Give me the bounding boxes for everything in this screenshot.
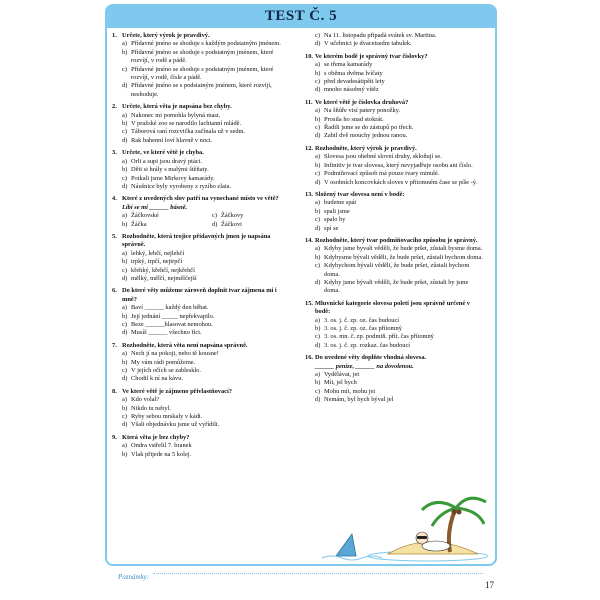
question xyxy=(305,300,485,350)
question xyxy=(305,354,485,404)
option-letter: d) xyxy=(315,224,321,232)
page-number: 17 xyxy=(485,580,494,590)
notes-label: Poznámky: xyxy=(118,573,150,581)
option-text: 3. os. j. č. zp. oz. čas budoucí xyxy=(324,316,400,324)
answer-option xyxy=(112,166,292,174)
answer-option xyxy=(112,275,292,283)
option-letter: d) xyxy=(315,396,321,404)
option-text: Žáčkovy xyxy=(221,212,244,220)
question-text: Které z uvedených slov patří na vynechané místo ve větě? xyxy=(122,195,279,203)
option-letter: d) xyxy=(122,274,128,282)
option-text: lehký, lehčí, nejlehčí xyxy=(131,249,185,257)
answer-option xyxy=(305,40,485,48)
question-heading xyxy=(112,434,292,442)
option-text: Žáčkovi xyxy=(221,220,242,228)
answer-option xyxy=(112,350,292,358)
question xyxy=(305,145,485,187)
option-letter: d) xyxy=(315,278,321,286)
option-text: spali jsme xyxy=(324,207,350,215)
option-letter: b) xyxy=(122,258,128,266)
question-number: 1. xyxy=(112,32,117,39)
option-text: Všali objednávku jsme už vyřídili. xyxy=(131,421,220,429)
answer-option xyxy=(112,313,292,321)
page-title: TEST Č. 5 xyxy=(264,8,338,24)
option-letter: a) xyxy=(315,153,320,161)
answer-option xyxy=(305,32,485,40)
option-letter: b) xyxy=(315,379,321,387)
option-letter: a) xyxy=(315,371,320,379)
question-text: Určete, která věta je napsána bez chyby. xyxy=(122,103,232,111)
option-letter: d) xyxy=(315,132,321,140)
answer-option xyxy=(112,451,292,459)
option-text: Přídavné jméno se s podstatným jménem, které rozvíjí, neshoduje. xyxy=(131,82,272,98)
option-letter: b) xyxy=(122,450,128,458)
option-text: s oběma dvěma lvíčaty xyxy=(324,69,383,77)
answer-option xyxy=(305,388,485,396)
answer-option xyxy=(305,342,485,350)
option-text: V osobních koncovkách sloves v přítomném čase se píše -ý. xyxy=(324,178,478,186)
option-letter: c) xyxy=(315,170,320,178)
answer-option xyxy=(112,66,292,83)
question-text: Složený tvar slovesa není v bodě: xyxy=(315,190,405,198)
question-number: 15. xyxy=(305,299,313,307)
question-heading xyxy=(305,145,485,153)
option-text: Infinitiv je tvar slovesa, který nevyjadřuje osobu ani číslo. xyxy=(324,161,473,169)
option-text: Ryby sebou mrskaly v kádi. xyxy=(131,413,203,421)
option-letter: b) xyxy=(122,220,128,228)
test-title-band xyxy=(105,4,497,28)
question-text: Určete, který výrok je pravdivý. xyxy=(122,32,210,39)
right-column xyxy=(305,32,485,409)
question-text: Do uvedené věty doplňte vhodná slovesa. xyxy=(315,354,427,362)
option-text: mělký, mělčí, nejmělčejší xyxy=(131,274,197,282)
option-text: 3. os. j. č. zp. oz. čas přítomný xyxy=(324,325,402,332)
option-text: budeme spát xyxy=(324,199,357,207)
question-number: 7. xyxy=(112,341,117,349)
option-text: Orli a supi jsou dravý ptáci. xyxy=(131,157,202,165)
option-text: 3. os. mn. č. zp. podmiň. přít. čas přítomný xyxy=(324,333,434,341)
question xyxy=(112,103,292,145)
question-heading xyxy=(112,233,292,250)
answer-option xyxy=(112,267,292,275)
option-letter: b) xyxy=(122,48,128,56)
answer-option xyxy=(305,107,485,115)
option-text: křehký, křehčí, nejkřehčí xyxy=(131,266,195,274)
answer-option xyxy=(112,120,292,128)
question-text: Ve které větě je číslovka druhová? xyxy=(315,98,409,106)
option-letter: b) xyxy=(315,207,321,215)
option-text: spí se xyxy=(324,224,339,232)
question-number: 3. xyxy=(112,149,117,157)
answer-option xyxy=(112,405,292,413)
option-letter: c) xyxy=(122,128,127,136)
option-text: Kdyby jsme byvali věděli, že bude pršet, zůstali bysme doma. xyxy=(324,245,483,253)
option-letter: c) xyxy=(315,333,320,341)
option-text: trpký, trpčí, nejtrpčí xyxy=(131,258,183,266)
option-text: Přídavné jméno se shoduje s podstatným jménem, které rozvíjí, v rodě a pádě. xyxy=(131,48,274,65)
option-text: V učebnici je dvacetsedm tabulek. xyxy=(324,40,412,48)
question-text: Ve kterém bodě je správný tvar číslovky? xyxy=(315,52,428,60)
fill-in-sentence: Líbí se mi ______ básně. xyxy=(122,203,188,211)
option-letter: a) xyxy=(122,249,127,257)
answer-option xyxy=(305,396,485,404)
option-text: Přídavné jméno se shoduje s podstatným jménem, které rozvíjí, v rodě, čísle a pádě. xyxy=(131,65,274,82)
option-text: Nikdo tu nebyl. xyxy=(131,404,171,412)
option-text: Chodil k ní na kávu. xyxy=(131,375,184,383)
option-text: Nakonec mi pomohla bylyná mast. xyxy=(131,111,221,119)
option-text: Zabil dvě mouchy jednou ranou. xyxy=(324,132,408,140)
answer-option xyxy=(112,329,292,337)
option-text: V jejích očích se zablesklo. xyxy=(131,367,201,375)
option-text: Kdybychom bývali věděli, že bude pršet, zůstali bychom doma. xyxy=(324,262,470,278)
option-text: Žáčka xyxy=(131,220,147,228)
option-text: Beze ______hlasovat nemohou. xyxy=(131,321,213,328)
option-text: Ondra vstřelil 7. branek xyxy=(131,442,192,450)
answer-option xyxy=(305,371,485,379)
question-heading xyxy=(112,287,292,304)
option-text: Táborová raní rozcvička začínala už v sedm. xyxy=(131,128,246,136)
option-text: Kdyby jsme bývali věděli, že bude pršet, zůstali by jsme doma. xyxy=(324,278,469,295)
option-letter: d) xyxy=(122,375,128,383)
option-letter: d) xyxy=(315,86,321,94)
answer-option xyxy=(112,421,292,429)
option-letter: c) xyxy=(315,216,320,224)
option-letter: d) xyxy=(122,329,128,337)
option-letter: b) xyxy=(315,69,321,77)
option-text: Kdybysme bývali věděli, že bude pršet, zůstali bychom doma. xyxy=(324,253,483,261)
option-text: mnoho násobný vítěz xyxy=(324,86,379,94)
question xyxy=(305,53,485,95)
option-letter: d) xyxy=(122,421,128,429)
answer-option xyxy=(305,61,485,69)
option-letter: b) xyxy=(122,166,128,174)
question-number: 6. xyxy=(112,287,117,295)
option-letter: c) xyxy=(315,32,320,39)
answer-option xyxy=(112,359,292,367)
answer-option xyxy=(305,86,485,94)
answer-option xyxy=(305,153,485,161)
answer-option xyxy=(305,162,485,170)
option-text: Mohu mít, mohu jet xyxy=(324,387,376,395)
question-heading xyxy=(305,53,485,61)
option-text: Nemám, byl bych býval jel xyxy=(324,396,394,404)
option-letter: b) xyxy=(315,161,321,169)
question-heading xyxy=(112,103,292,111)
option-letter: b) xyxy=(122,404,128,412)
answer-option xyxy=(305,379,485,387)
option-letter: c) xyxy=(315,387,320,395)
question xyxy=(112,388,292,430)
answer-option xyxy=(305,333,485,341)
option-text: Slovesa jsou ohebné slovní druhy, skloňují se. xyxy=(324,153,442,161)
answer-option xyxy=(305,262,485,279)
option-text: spalo by xyxy=(324,216,346,224)
option-text: Podmiňovací způsob má pouze tvary minulé. xyxy=(324,170,440,178)
option-letter: d) xyxy=(315,341,321,349)
question-number: 2. xyxy=(112,103,117,111)
coconut xyxy=(457,510,462,515)
question-number: 5. xyxy=(112,232,117,240)
answer-option xyxy=(305,116,485,124)
option-letter: c) xyxy=(212,212,217,220)
question-text: Do které věty můžeme zároveň doplnit tvar zájmena mi i mně? xyxy=(122,287,277,303)
question-text: Ve které větě je zájmeno přivlastňovací? xyxy=(122,387,232,395)
question-number: 10. xyxy=(305,52,313,60)
option-letter: b) xyxy=(122,312,128,320)
option-letter: c) xyxy=(122,65,127,73)
option-text: Její jednání _____ nepřekvapilo. xyxy=(131,312,215,320)
option-text: Na šňůře visí patery ponožky. xyxy=(324,107,401,115)
answer-option xyxy=(305,208,485,216)
option-text: Přídavné jméno se shoduje s každým podstatným jménem. xyxy=(131,40,281,48)
question-heading xyxy=(112,195,292,203)
answer-option xyxy=(112,413,292,421)
question-text: Která věta je bez chyby? xyxy=(122,433,190,441)
island-illustration xyxy=(318,490,490,564)
question-text: Rozhodněte, který tvar podmiňovacího způsobu je správný. xyxy=(315,236,478,244)
answer-option xyxy=(112,396,292,404)
option-text: Nech jí na pokoji, nebo tě kousne! xyxy=(131,350,219,358)
question-heading xyxy=(305,99,485,107)
option-text: V pražské zoo se narodilo lachtanní mládě. xyxy=(131,120,242,128)
answer-option xyxy=(112,304,292,312)
option-text: 3. os. j. č. zp. rozkaz. čas budoucí xyxy=(324,341,411,349)
option-letter: c) xyxy=(315,262,320,270)
answer-option xyxy=(112,128,292,136)
option-letter: a) xyxy=(122,304,127,312)
option-letter: d) xyxy=(122,82,128,90)
option-letter: a) xyxy=(122,350,127,358)
question-text: Rozhodněte, který výrok je pravdivý. xyxy=(315,144,417,152)
answer-option xyxy=(305,245,485,253)
answer-option xyxy=(112,40,292,48)
answer-option xyxy=(112,250,292,258)
question xyxy=(112,32,292,99)
answer-option xyxy=(305,225,485,233)
question-text: Určete, ve které větě je chyba. xyxy=(122,149,204,157)
answer-option xyxy=(305,78,485,86)
option-text: Vydělávat, jet xyxy=(324,371,360,379)
question xyxy=(112,233,292,283)
palm-leaf xyxy=(456,498,486,508)
question-heading xyxy=(305,300,485,317)
answer-option xyxy=(112,221,202,229)
notes-line xyxy=(153,573,483,574)
question-heading xyxy=(112,32,292,40)
question-heading xyxy=(305,354,485,362)
question-number: 9. xyxy=(112,433,117,441)
question-number: 4. xyxy=(112,195,117,203)
option-text: Na 11. listopadu připadá svátek sv. Martina. xyxy=(324,32,437,39)
answer-option xyxy=(202,212,292,220)
option-letter: d) xyxy=(122,182,128,190)
answer-option xyxy=(112,212,202,220)
question-number: 16. xyxy=(305,354,313,362)
option-letter: b) xyxy=(315,253,321,261)
answer-option xyxy=(305,279,485,296)
option-text: Musíš ______ všechno říct. xyxy=(131,329,202,337)
option-text: Potkali jsme Mirkovy kamarády. xyxy=(131,174,215,182)
option-letter: a) xyxy=(315,107,320,115)
option-text: Děti si hrály s malými štěňaty. xyxy=(131,166,209,174)
coconut xyxy=(452,510,457,515)
question-heading xyxy=(112,388,292,396)
option-letter: d) xyxy=(315,40,321,48)
option-text: Rak bahenní loví hlavně v noci. xyxy=(131,136,213,144)
question xyxy=(305,191,485,233)
answer-option xyxy=(305,124,485,132)
option-text: se třema kamarády xyxy=(324,61,373,69)
question-heading xyxy=(305,191,485,199)
option-letter: a) xyxy=(122,212,127,220)
question-number: 14. xyxy=(305,236,313,244)
question-number: 12. xyxy=(305,144,313,152)
question xyxy=(112,434,292,459)
answer-option xyxy=(305,199,485,207)
option-text: Vlak přijede na 5 kolej. xyxy=(131,450,192,458)
answer-option xyxy=(305,179,485,187)
option-text: Žáčkovské xyxy=(131,212,159,220)
answer-option xyxy=(202,221,292,229)
answer-option xyxy=(112,375,292,383)
option-text: My vám rádi pomůžeme. xyxy=(131,358,196,366)
option-text: před devadesátipěti lety xyxy=(324,78,385,86)
option-text: Prosila ho snad stokrát. xyxy=(324,115,384,123)
option-text: Náušnice byly vyrobeny z ryzího zlata. xyxy=(131,182,232,190)
person-body xyxy=(422,541,450,551)
option-letter: c) xyxy=(122,321,127,328)
answer-option xyxy=(112,442,292,450)
answer-option xyxy=(112,175,292,183)
answer-option xyxy=(112,49,292,66)
answer-option xyxy=(305,170,485,178)
answer-option xyxy=(112,367,292,375)
answer-option xyxy=(112,158,292,166)
answer-option xyxy=(305,317,485,325)
question xyxy=(305,32,485,49)
fill-in-sentence: ______ peníze, ______ na dovolenou. xyxy=(315,362,414,370)
option-text: Baví ______ každý den běhat. xyxy=(131,304,209,312)
option-letter: d) xyxy=(315,178,321,186)
option-letter: b) xyxy=(315,325,321,332)
answer-option xyxy=(305,216,485,224)
option-text: Řadili jsme se do zástupů po třech. xyxy=(324,124,414,132)
left-column xyxy=(112,32,292,463)
option-text: Kdo volal? xyxy=(131,396,160,404)
option-letter: a) xyxy=(315,245,320,253)
notes-section xyxy=(118,566,483,580)
answer-option xyxy=(305,254,485,262)
option-letter: c) xyxy=(122,367,127,375)
shark-fin xyxy=(336,534,356,556)
question xyxy=(112,287,292,337)
option-letter: a) xyxy=(122,442,127,450)
answer-option xyxy=(112,112,292,120)
question xyxy=(305,99,485,141)
option-letter: a) xyxy=(122,40,127,48)
answer-option xyxy=(112,321,292,329)
question-heading xyxy=(112,342,292,350)
question-number: 11. xyxy=(305,98,313,106)
option-letter: c) xyxy=(315,124,320,132)
option-letter: d) xyxy=(122,136,128,144)
answer-grid xyxy=(112,212,292,229)
person-sunglasses xyxy=(417,536,427,539)
option-letter: a) xyxy=(315,61,320,69)
answer-option xyxy=(112,137,292,145)
answer-option xyxy=(305,132,485,140)
question-heading xyxy=(112,149,292,157)
option-letter: a) xyxy=(122,396,127,404)
answer-option xyxy=(112,183,292,191)
option-letter: b) xyxy=(122,120,128,128)
question-number: 13. xyxy=(305,190,313,198)
question-heading xyxy=(305,237,485,245)
option-letter: c) xyxy=(315,78,320,86)
answer-option xyxy=(305,325,485,333)
question xyxy=(112,149,292,191)
answer-option xyxy=(112,82,292,99)
question-text: Mluvnické kategorie slovesa poletí jsou správně určené v bodě: xyxy=(315,299,470,316)
option-letter: a) xyxy=(315,316,320,324)
question xyxy=(305,237,485,296)
question-number: 8. xyxy=(112,387,117,395)
question-text: Rozhodněte, která trojice přídavných jmen je napsána správně. xyxy=(122,232,271,249)
option-letter: c) xyxy=(122,174,127,182)
option-letter: a) xyxy=(315,199,320,207)
option-letter: b) xyxy=(122,358,128,366)
option-letter: b) xyxy=(315,115,321,123)
option-letter: a) xyxy=(122,111,127,119)
option-text: Mít, jel bych xyxy=(324,379,357,387)
option-letter: a) xyxy=(122,157,127,165)
option-letter: c) xyxy=(122,413,127,421)
question-text: Rozhodněte, která věta není napsána správně. xyxy=(122,341,248,349)
option-letter: c) xyxy=(122,266,127,274)
question xyxy=(112,342,292,384)
answer-option xyxy=(112,258,292,266)
question xyxy=(112,195,292,229)
answer-option xyxy=(305,70,485,78)
option-letter: d) xyxy=(212,220,218,228)
